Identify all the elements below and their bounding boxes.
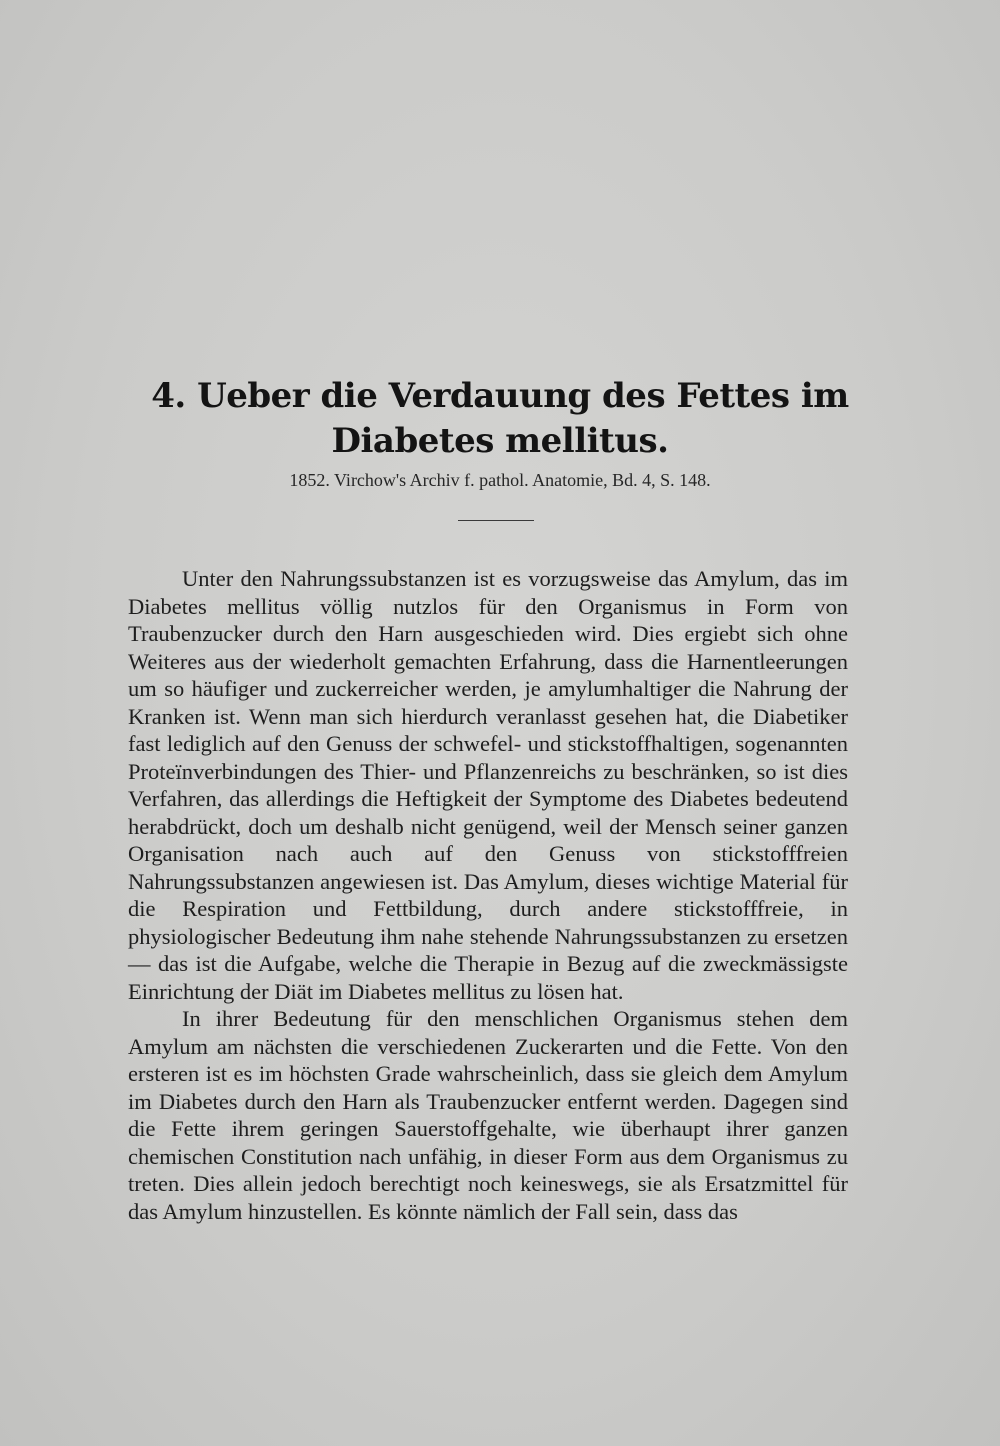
article-title: 4. Ueber die Verdauung des Fettes im Diabetes mellitus. <box>151 376 849 461</box>
section-divider <box>458 520 534 521</box>
paragraph-1: Unter den Nahrungssubstanzen ist es vorzugsweise das Amylum, das im Diabetes mellitus völlig nutzlos für den Organismus in Form von Traubenzucker durch den Harn ausgeschieden wird. Dies ergiebt sich ohne Weiteres aus der wiederholt gemachten Erfahrung, dass die Harnentleerungen um so häufiger und zuckerreicher werden, je amylumhaltiger die Nahrung der Kranken ist. Wenn man sich hierdurch veranlasst gesehen hat, die Diabetiker fast lediglich auf den Genuss der schwefel- und stickstoffhaltigen, sogenannten Proteïnverbindungen des Thier- und Pflanzenreichs zu beschränken, so ist dies Verfahren, das allerdings die Heftigkeit der Symptome des Diabetes bedeutend herabdrückt, doch um deshalb nicht genügend, weil der Mensch seiner ganzen Organisation nach auch auf den Genuss von stickstofffreien Nahrungssubstanzen angewiesen ist. Das Amylum, dieses wichtige Material für die Respiration und Fettbildung, durch andere stickstofffreie, in physiologischer Bedeutung ihm nahe stehende Nahrungssubstanzen zu ersetzen — das ist die Aufgabe, welche die Therapie in Bezug auf die zweckmässigste Einrichtung der Diät im Diabetes mellitus zu lösen hat. <box>128 566 848 1004</box>
article-body <box>128 565 848 1225</box>
paragraph-2: In ihrer Bedeutung für den menschlichen Organismus stehen dem Amylum am nächsten die verschiedenen Zuckerarten und die Fette. Von den ersteren ist es im höchsten Grade wahrscheinlich, dass sie gleich dem Amylum im Diabetes durch den Harn als Traubenzucker entfernt werden. Dagegen sind die Fette ihrem geringen Sauerstoffgehalte, wie überhaupt ihrer ganzen chemischen Constitution nach unfähig, in dieser Form aus dem Organismus zu treten. Dies allein jedoch berechtigt noch keineswegs, sie als Ersatzmittel für das Amylum hinzustellen. Es könnte nämlich der Fall sein, dass das <box>128 1006 848 1224</box>
source-citation: 1852. Virchow's Archiv f. pathol. Anatomie, Bd. 4, S. 148. <box>289 470 711 490</box>
